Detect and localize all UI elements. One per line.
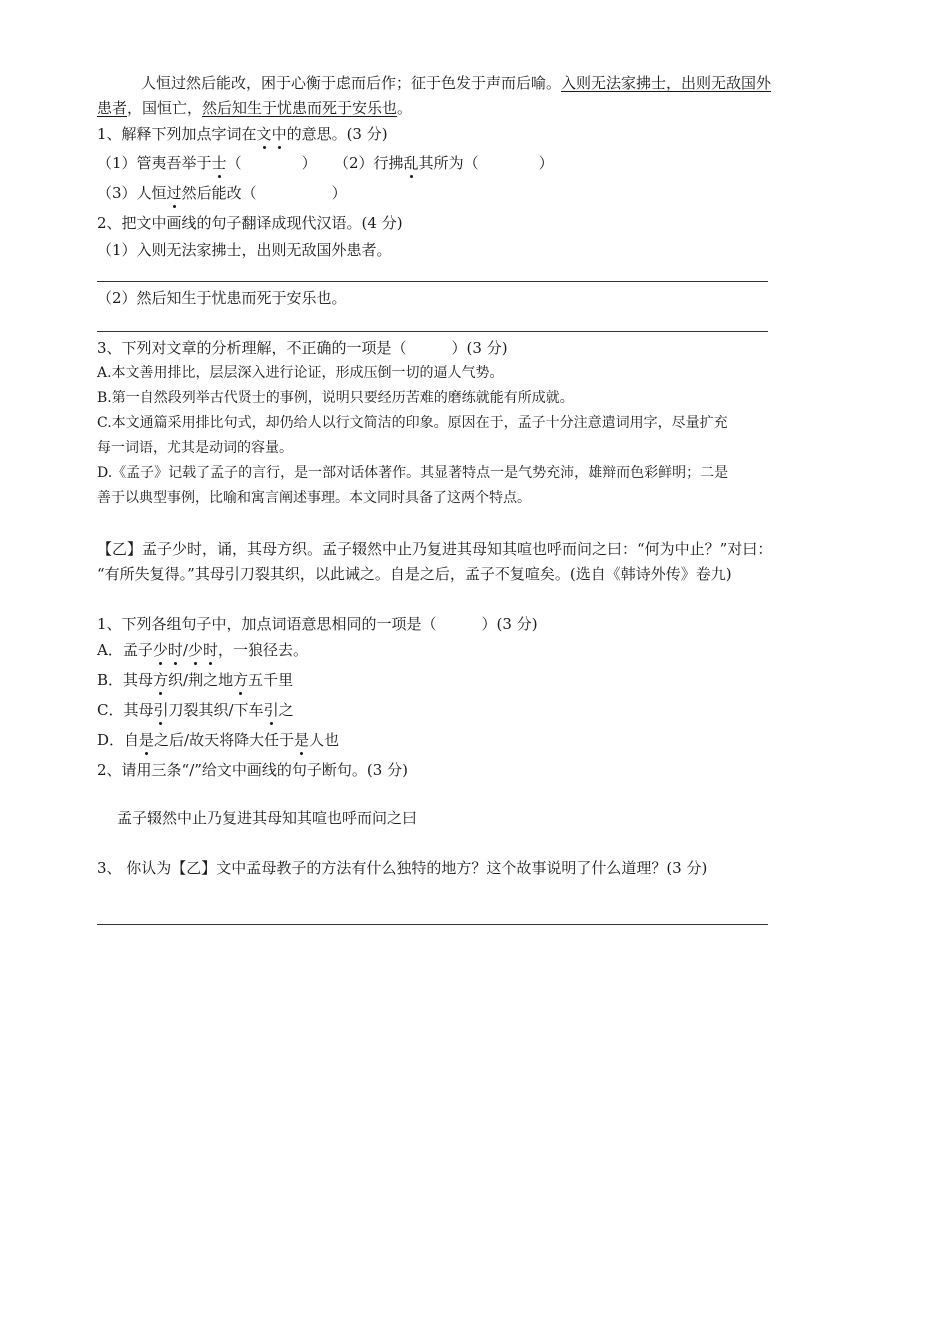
passage-b-line-2: “有所失复得。”其母引刀裂其织，以此诫之。自是之后，孟子不复喧矣。(选自《韩诗外传》卷九) [97,565,732,583]
answer-line[interactable] [97,331,768,332]
b-q2-sentence: 孟子辍然中止乃复进其母知其喧也呼而问之曰 [117,809,418,827]
answer-blank[interactable]: （ ） [226,154,317,172]
underlined-sentence-1-end: 患者 [97,99,128,117]
dotted-char: 过 [166,184,182,202]
q3-option-c-cont: 每一词语，尤其是动词的容量。 [97,440,293,456]
q3-option-b[interactable]: B.第一自然段列举古代贤士的事例，说明只要经历苦难的磨练就能有所成就。 [97,390,574,406]
dotted-char: 文 [256,125,272,143]
dotted-char: 方 [153,671,169,689]
dotted-char: 中 [271,125,287,143]
q2-sentence-2: （2）然后知生于忧患而死于安乐也。 [97,289,347,307]
b-q1-option-b[interactable]: B．其母方织/荆之地方五千里 [97,671,294,689]
answer-blank[interactable]: 其所为（ ） [418,154,554,172]
q3-option-d[interactable]: D.《孟子》记载了孟子的言行，是一部对话体著作。其显著特点一是气势充沛，雄辩而色彩鲜明；二是 [97,465,729,481]
q3-option-d-cont: 善于以典型事例，比喻和寓言阐述事理。本文同时具备了这两个特点。 [97,490,531,506]
answer-line[interactable] [97,924,768,925]
dotted-char: 时 [167,641,183,659]
dotted-char: 乱 [403,154,419,172]
dotted-char: 是 [294,731,310,749]
b-q1-heading: 1、下列各组句子中，加点词语意思相同的一项是（ ）(3 分) [97,615,538,633]
passage-a-line-1: 人恒过然后能改，困于心衡于虑而后作；征于色发于声而后喻。入则无法家拂士，出则无敌国外 [141,74,772,92]
q2-heading: 2、把文中画线的句子翻译成现代汉语。(4 分) [97,214,403,232]
underlined-sentence-1: 入则无法家拂士，出则无敌国外 [561,74,772,92]
passage-b-line-1: 【乙】孟子少时，诵，其母方织。孟子辍然中止乃复进其母知其喧也呼而问之曰：“何为中止？”对曰： [97,540,773,558]
dotted-char: 少 [152,641,168,659]
dotted-char: 是 [139,731,155,749]
dotted-char: 引 [263,701,279,719]
passage-a-line-2: 患者，国恒亡，然后知生于忧患而死于安乐也。 [97,99,413,117]
dotted-char: 时 [202,641,218,659]
answer-line[interactable] [97,281,768,282]
dotted-char: 少 [187,641,203,659]
b-q2-heading: 2、请用三条“/”给文中画线的句子断句。(3 分) [97,761,408,779]
q1-heading: 1、解释下列加点字词在文中的意思。(3 分) [97,125,388,143]
q3-option-c[interactable]: C.本文通篇采用排比句式，却仍给人以行文简洁的印象。原因在于，孟子十分注意遣词用字，尽量扩充 [97,415,728,431]
b-q1-option-d[interactable]: D．自是之后/故天将降大任于是人也 [97,731,340,749]
b-q1-option-c[interactable]: C．其母引刀裂其织/下车引之 [97,701,294,719]
q3-option-a[interactable]: A.本文善用排比，层层深入进行论证，形成压倒一切的逼人气势。 [97,365,504,381]
b-q1-option-a[interactable]: A．孟子少时/少时，一狼径去。 [97,641,308,659]
q1-item-3: （3）人恒过然后能改（ ） [97,184,347,202]
dotted-char: 引 [153,701,169,719]
q1-item-2: （2）行拂乱其所为（ ） [334,154,554,172]
underlined-sentence-2: 然后知生于忧患而死于安乐也 [202,99,398,117]
q3-heading: 3、下列对文章的分析理解，不正确的一项是（ ）(3 分) [97,339,508,357]
b-q3-heading: 3、 你认为【乙】文中孟母教子的方法有什么独特的地方？这个故事说明了什么道理？(3 分) [97,859,708,877]
dotted-char: 士 [211,154,227,172]
dotted-char: 方 [233,671,249,689]
q2-sentence-1: （1）入则无法家拂士，出则无敌国外患者。 [97,241,392,259]
q1-item-1: （1）管夷吾举于士（ ） [97,154,317,172]
answer-blank[interactable]: 然后能改（ ） [181,184,347,202]
